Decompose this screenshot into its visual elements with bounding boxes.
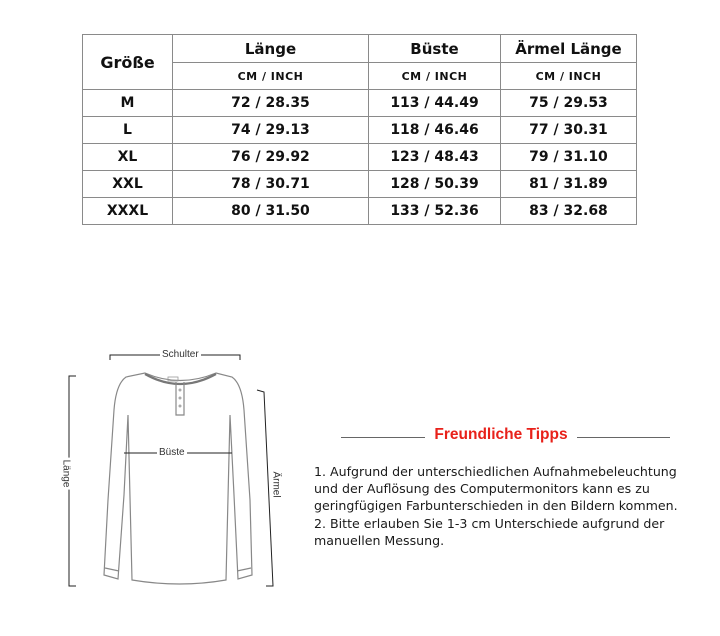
header-aermel: Ärmel Länge <box>501 35 637 63</box>
table-row <box>83 117 637 144</box>
tips-line: 1. Aufgrund der unterschiedlichen Aufnahmebeleuchtung <box>314 464 677 479</box>
header-size: Größe <box>83 35 173 90</box>
measurement-diagram <box>40 340 310 600</box>
cell-bueste: 128 / 50.39 <box>369 171 501 198</box>
tips-header <box>341 425 670 449</box>
tips-line: manuellen Messung. <box>314 532 445 548</box>
label-bueste: Büste <box>159 447 185 458</box>
cell-aermel: 75 / 29.53 <box>501 90 637 117</box>
cell-laenge: 78 / 30.71 <box>173 171 369 198</box>
cell-laenge: 76 / 29.92 <box>173 144 369 171</box>
table-row <box>83 90 637 117</box>
cell-laenge: 72 / 28.35 <box>173 90 369 117</box>
cell-bueste: 113 / 44.49 <box>369 90 501 117</box>
table-row <box>83 198 637 225</box>
cell-size: XXL <box>83 171 173 198</box>
cell-laenge: 80 / 31.50 <box>173 198 369 225</box>
unit-laenge: CM / INCH <box>173 63 369 90</box>
cell-aermel: 79 / 31.10 <box>501 144 637 171</box>
cell-size: XXXL <box>83 198 173 225</box>
cell-size: M <box>83 90 173 117</box>
cell-aermel: 77 / 30.31 <box>501 117 637 144</box>
size-chart-table <box>82 34 637 225</box>
tips-line: geringfügigen Farbunterschieden in den Bildern kommen. <box>314 498 678 514</box>
header-laenge: Länge <box>173 35 369 63</box>
cell-bueste: 133 / 52.36 <box>369 198 501 225</box>
table-row <box>83 171 637 198</box>
table-row <box>83 144 637 171</box>
unit-bueste: CM / INCH <box>369 63 501 90</box>
label-aermel: Ärmel <box>270 471 282 498</box>
tips-title: Freundliche Tipps <box>434 426 568 443</box>
tips-text <box>314 463 712 549</box>
unit-aermel: CM / INCH <box>501 63 637 90</box>
tips-divider-right <box>577 437 670 438</box>
tips-line: 2. Bitte erlauben Sie 1-3 cm Unterschiede aufgrund der <box>314 515 665 531</box>
label-laenge: Länge <box>60 459 72 488</box>
cell-laenge: 74 / 29.13 <box>173 117 369 144</box>
cell-aermel: 81 / 31.89 <box>501 171 637 198</box>
cell-bueste: 123 / 48.43 <box>369 144 501 171</box>
cell-size: XL <box>83 144 173 171</box>
cell-bueste: 118 / 46.46 <box>369 117 501 144</box>
tips-divider-left <box>341 437 425 438</box>
tips-line: und der Auflösung des Computermonitors kann es zu <box>314 481 650 497</box>
cell-aermel: 83 / 32.68 <box>501 198 637 225</box>
long-sleeve-henley-shirt-icon <box>40 340 310 600</box>
header-bueste: Büste <box>369 35 501 63</box>
label-schulter: Schulter <box>162 349 199 360</box>
cell-size: L <box>83 117 173 144</box>
